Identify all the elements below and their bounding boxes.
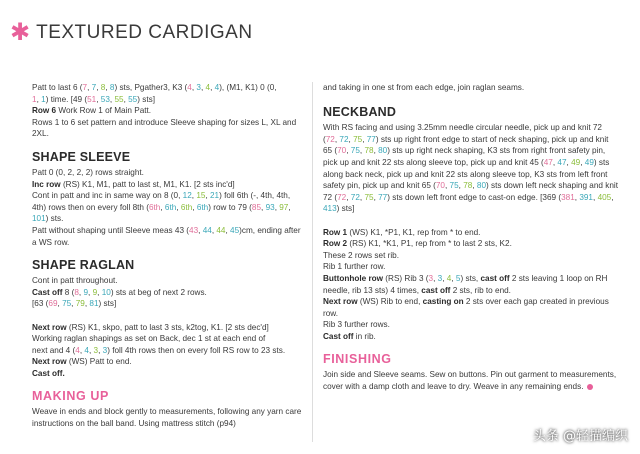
- right-column: [323, 82, 618, 393]
- raglan-next-row-2: Next row (WS) Patt to end.: [32, 357, 132, 367]
- neckband-next-row: Next row (WS) Rib to end, casting on 2 sts over each gap created in previous row.: [323, 297, 609, 318]
- finishing-text: Join side and Sleeve seams. Sew on buttons. Pin out garment to measurements, cover with a damp cloth and leave to dry. Weave in any remaining ends.: [323, 370, 617, 392]
- right-top-line: and taking in one st from each edge, join raglan seams.: [323, 83, 525, 92]
- neckband-row-1: Row 1 (WS) K1, *P1, K1, rep from * to end.: [323, 227, 481, 237]
- raglan-cast-off: Cast off 8 (8, 9, 9, 10) sts at beg of next 2 rows.: [32, 287, 207, 297]
- neckband-line-8: Rib 3 further rows.: [323, 320, 390, 330]
- sleeve-line-4: Patt without shaping until Sleeve meas 43 (43, 44, 44, 45)cm, ending after a WS row.: [32, 225, 301, 247]
- neckband-line-5: Rib 1 further row.: [323, 262, 386, 272]
- raglan-line-1: Cont in patt throughout.: [32, 276, 118, 286]
- column-divider: [312, 82, 313, 442]
- sleeve-inc-row: Inc row (RS) K1, M1, patt to last st, M1, K1. [2 sts inc'd]: [32, 179, 235, 189]
- neckband-line-4: These 2 rows set rib.: [323, 250, 399, 260]
- watermark-text: 头条 @轻描编织: [532, 429, 628, 444]
- page-header: [10, 18, 253, 48]
- left-column: [32, 82, 302, 430]
- intro-line-1: Patt to last 6 (7, 7, 8, 8) sts, Pgather3, K3 (4, 3, 4, 4), (M1, K1) 0 (0,: [32, 83, 277, 92]
- page-title: TEXTURED CARDIGAN: [36, 22, 253, 43]
- intro-row-6: Row 6 Work Row 1 of Main Patt.: [32, 106, 152, 116]
- intro-line-2: 1, 1) time. [49 (51, 53, 55, 55) sts]: [32, 94, 155, 104]
- raglan-line-5: Working raglan shapings as set on Back, dec 1 st at each end of: [32, 334, 266, 344]
- raglan-line-3: [63 (69, 75, 79, 81) sts]: [32, 299, 117, 309]
- raglan-next-row: Next row (RS) K1, skpo, patt to last 3 sts, k2tog, K1. [2 sts dec'd]: [32, 322, 269, 332]
- heading-shape-sleeve: SHAPE SLEEVE: [32, 149, 131, 164]
- intro-line-4: Rows 1 to 6 set pattern and introduce Sleeve shaping for sizes L, XL and 2XL.: [32, 117, 297, 139]
- heading-making-up: MAKING UP: [32, 389, 109, 404]
- making-up-text: Weave in ends and block gently to measurements, following any yarn care instructions on the ball band. Using mattress stitch (p94): [32, 407, 302, 429]
- sleeve-line-1: Patt 0 (0, 2, 2, 2) rows straight.: [32, 167, 144, 177]
- sleeve-line-3: Cont in patt and inc in same way on 8 (0, 12, 15, 21) foll 6th (-, 4th, 4th, 4th) rows then on every foll 8th (6th, 6th, 6th, 6th) row to 79 (85, 93, 97, 101) sts.: [32, 191, 291, 224]
- neckband-row-2: Row 2 (RS) K1, *K1, P1, rep from * to last 2 sts, K2.: [323, 239, 512, 249]
- neckband-cast-off: Cast off in rib.: [323, 331, 376, 341]
- end-dot-icon: [587, 384, 593, 390]
- raglan-line-6: next and 4 (4, 4, 3, 3) foll 4th rows then on every foll RS row to 23 sts.: [32, 345, 286, 355]
- neckband-paragraph: With RS facing and using 3.25mm needle circular needle, pick up and knit 72 (72, 72, 75, 77) sts up right front edge to start of neck shaping, pick up and knit 65 (70, 75, 78, 80) sts up right neck shaping, K3 sts from right front safety pin, pick up and knit 22 sts along sleeve top, pick up and knit 45 (47, 47, 49, 49) sts along back neck, pick up and knit 22 sts along sleeve top, K3 sts from left front safety pin, pick up and knit 65 (70, 75, 78, 80) sts down left neck shaping and knit 72 (72, 72, 75, 77) sts down left front edge to cast-on edge. [369 (381, 391, 405, 413) sts]: [323, 123, 618, 214]
- asterisk-icon: ✱: [10, 19, 31, 46]
- heading-neckband: NECKBAND: [323, 105, 397, 120]
- heading-finishing: FINISHING: [323, 352, 392, 367]
- heading-shape-raglan: SHAPE RAGLAN: [32, 258, 135, 273]
- neckband-buttonhole-row: Buttonhole row (RS) Rib 3 (3, 3, 4, 5) sts, cast off 2 sts leaving 1 loop on RH needle, rib 13 sts) 4 times, cast off 2 sts, rib to end.: [323, 273, 608, 295]
- raglan-cast-off-final: Cast off.: [32, 368, 65, 378]
